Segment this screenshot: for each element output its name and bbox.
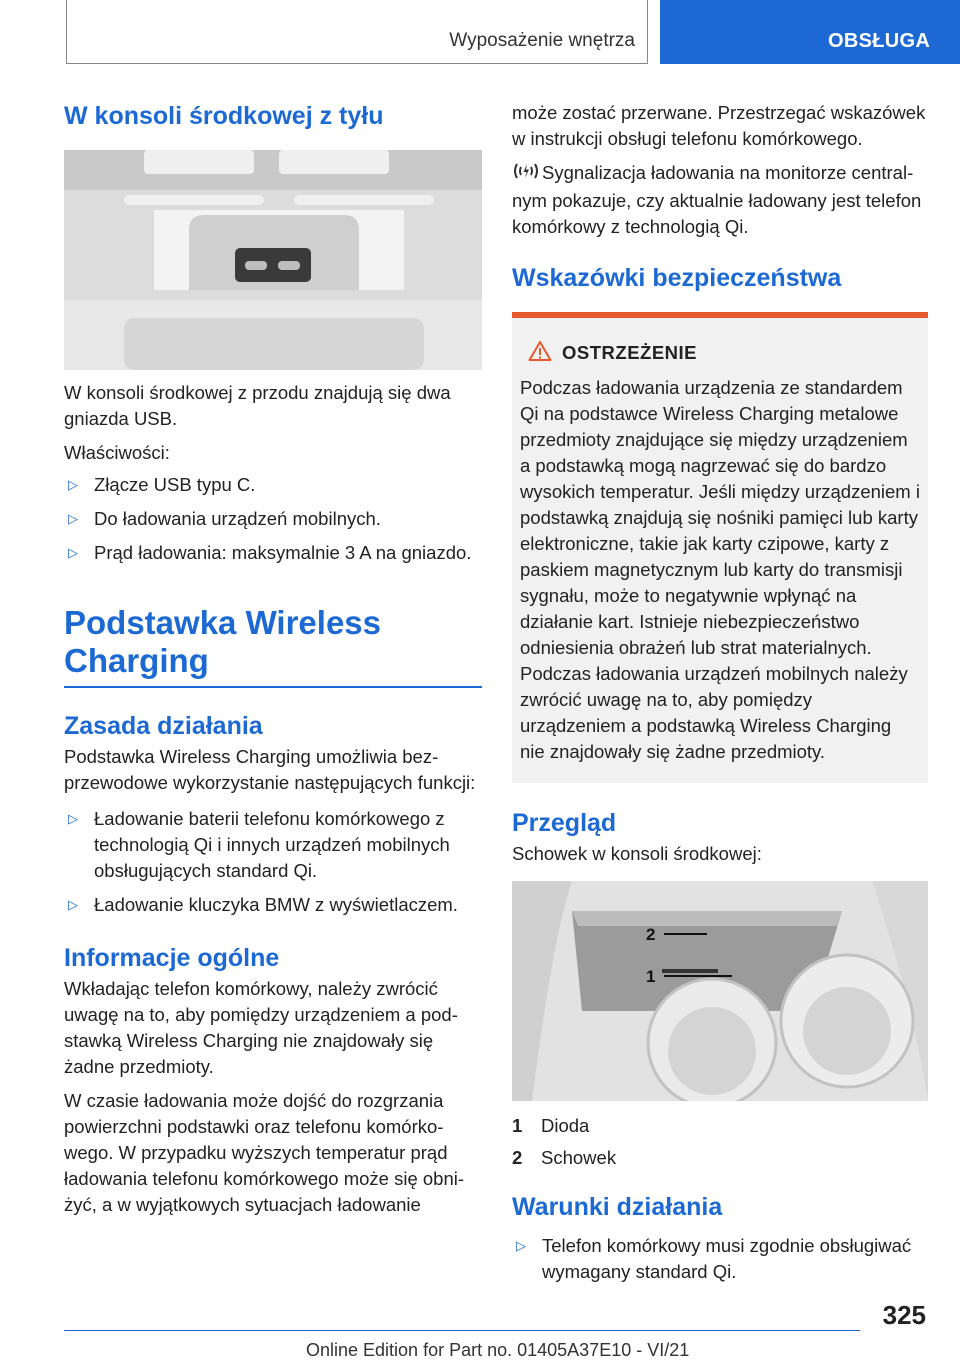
usb-ports-illustration [64,150,482,370]
list-item: ▷ Do ładowania urządzeń mobilnych. [64,506,482,532]
charging-signal-text: Sygnalizacja ładowania na monitorze centralnym pokazuje, czy aktualnie ładowany jest telefon komórkowy z technologią Qi. [512,162,922,237]
warning-title: OSTRZEŻENIE [520,340,920,367]
heading-wireless-charging: Podstawka Wireless Charging [64,604,382,679]
warning-text: Podczas ładowania urządzenia ze standardem Qi na podstawce Wireless Charging metalowe przedmioty znajdujące się między urządzeniem a podstawką mogą nagrzewać się do bardzo wysokich temperatur. Jeśli między urządzeniem i podstawką znajdują się nośniki pamięci lub karty elektroniczne, takie jak karty czipowe, karty z paskiem magnetycznym lub karty do transmisji sygnału, może to negatywnie wpłynąć na działanie kart. Istnieje niebezpieczeństwo odniesienia obrażeń lub strat materialnych. Podczas ładowania urządzeń mobilnych należy zwrócić uwagę na to, aby pomiędzy urządzeniem a podstawką Wireless Charging nie znajdowały się żadne przedmioty. [520,376,920,762]
legend-item: 2 Schowek [512,1146,617,1168]
list-item: ▷ Telefon komórkowy musi zgodnie obsługiwać wymagany standard Qi. [516,1234,912,1282]
list-item: ▷ Prąd ładowania: maksymalnie 3 A na gniazdo. [64,540,482,566]
header-tab-label: OBSŁUGA [828,30,931,52]
legend [512,1113,928,1171]
triangle-bullet-icon: ▷ [68,511,78,526]
callout-2-label: 2 [646,924,656,944]
list-item: ▷ Ładowanie kluczyka BMW z wyświetlaczem. [64,892,482,918]
properties-label: Właściwości: [64,442,170,463]
header-tab [660,0,960,64]
right-column [512,100,928,1285]
legend-item: 1 Dioda [512,1114,590,1136]
footer-edition: Online Edition for Part no. 01405A37E10 - VI/21 [306,1340,690,1360]
properties-list [64,472,482,566]
heading-conditions: Warunki działania [512,1192,723,1221]
triangle-bullet-icon: ▷ [516,1237,526,1253]
heading-general-info: Informacje ogólne [64,944,280,972]
storage-tray-illustration [512,881,928,1101]
usb-ports-photo [64,150,482,370]
triangle-bullet-icon: ▷ [68,897,78,912]
conditions-list [512,1233,928,1285]
general-info-text-1: Wkładając telefon komórkowy, należy zwrócić uwagę na to, aby pomiędzy urządzeniem a podstawką Wireless Charging nie znajdowały się żadne przedmioty. [64,978,458,1077]
triangle-bullet-icon: ▷ [68,545,78,560]
page-number: 325 [882,1300,926,1330]
heading-safety: Wskazówki bezpieczeństwa [512,263,842,292]
continued-text: może zostać przerwane. Przestrzegać wskazówek w instrukcji obsługi telefonu komórkowego. [512,102,926,149]
heading-rear-console: W konsoli środkowej z tyłu [64,102,384,130]
warning-box [512,312,928,783]
heading-principle: Zasada działania [64,712,263,740]
warning-triangle-icon [528,340,552,367]
heading-underline [64,686,482,688]
left-column [64,100,482,1218]
principle-text: Podstawka Wireless Charging umożliwia bezprzewodowe wykorzystanie następujących funkcji: [64,746,476,793]
overview-text: Schowek w konsoli środkowej: [512,842,762,864]
wireless-charging-icon [512,161,542,188]
heading-overview: Przegląd [512,808,617,837]
storage-tray-photo [512,881,928,1101]
list-item: ▷ Złącze USB typu C. [64,472,482,498]
footer-rule [64,1330,860,1331]
header-section-box [66,0,648,64]
header-section-title: Wyposażenie wnętrza [449,30,635,51]
general-info-text-2: W czasie ładowania może dojść do rozgrzania powierzchni podstawki oraz telefonu komórkowego. W przypadku wyższych temperatur prąd ładowania telefonu komórkowego może się obniżyć, a w wyjątkowych sytuacjach ładowanie [64,1090,465,1215]
list-item: ▷ Ładowanie baterii telefonu komórkowego z technologią Qi i innych urządzeń mobilnych obsługujących standard Qi. [68,808,450,881]
callout-1-label: 1 [646,966,656,986]
rear-console-text: W konsoli środkowej z przodu znajdują się dwa gniazda USB. [64,382,451,429]
triangle-bullet-icon: ▷ [68,477,78,492]
triangle-bullet-icon: ▷ [68,811,78,826]
principle-list [64,806,482,918]
